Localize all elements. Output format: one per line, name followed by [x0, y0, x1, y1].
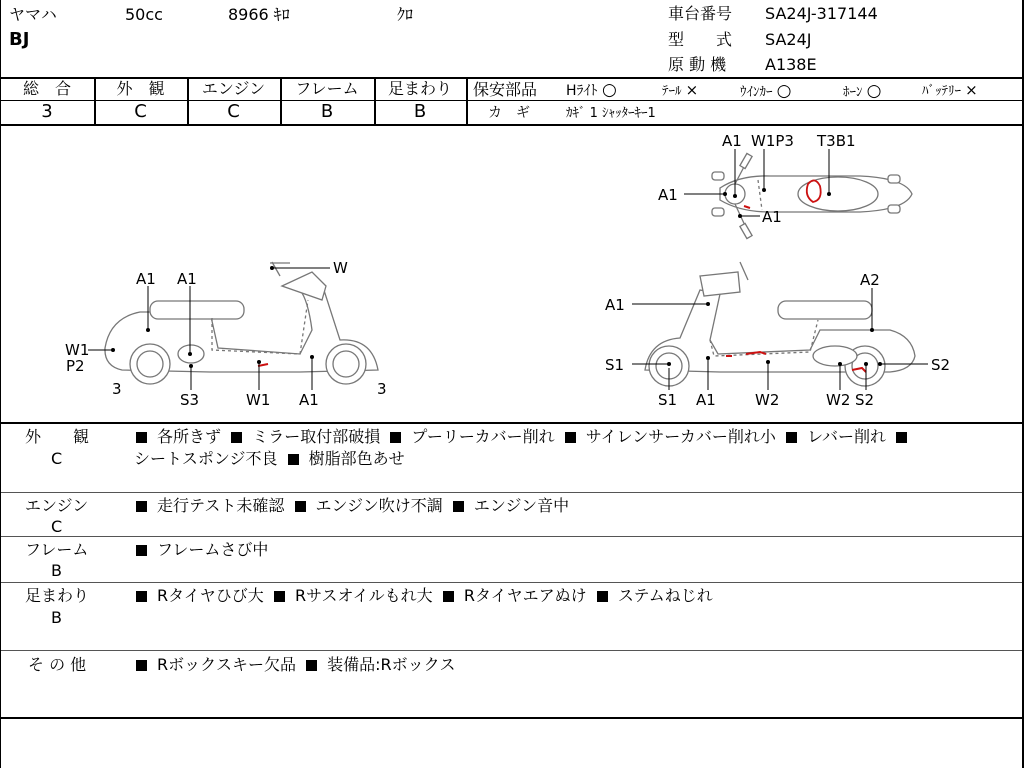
note-grade-engine: C: [51, 517, 63, 536]
bullet-icon: [565, 432, 576, 443]
headlight-mark-icon: ○: [601, 80, 617, 100]
safety-label: 保安部品: [473, 80, 538, 99]
note-grade-exterior: C: [51, 449, 63, 468]
bullet-icon: [136, 660, 147, 671]
label-right-s1: S1: [605, 356, 625, 374]
label-top-t3b1: T3B1: [817, 132, 856, 150]
label-right-w2: W2: [755, 391, 780, 409]
label-left-a1-seat: A1: [136, 270, 156, 288]
bullet-icon: [288, 454, 299, 465]
bullet-icon: [597, 591, 608, 602]
grade-header-frame: フレーム: [295, 79, 359, 98]
label-left-w1: W1: [65, 341, 90, 359]
note-engine-line1: 走行テスト未確認 エンジン吹け不調 エンジン音中: [136, 498, 569, 514]
note-other-line1: Rボックスキー欠品 装備品:Rボックス: [136, 657, 456, 673]
note-label-frame: フレーム: [25, 540, 89, 559]
note-label-exterior: 外 観: [25, 427, 90, 446]
note-exterior-line2: シートスポンジ不良 樹脂部色あせ: [134, 449, 405, 468]
engine-value: A138E: [765, 55, 817, 74]
label-top-a1: A1: [722, 132, 742, 150]
bullet-icon: [896, 432, 907, 443]
bullet-icon: [786, 432, 797, 443]
note-label-suspension: 足まわり: [25, 586, 90, 605]
bullet-icon: [136, 501, 147, 512]
safety-item-tail: ﾃｰﾙ ×: [662, 81, 699, 99]
bullet-icon: [390, 432, 401, 443]
note-label-engine: エンジン: [25, 496, 89, 515]
horn-mark-icon: ○: [866, 81, 882, 101]
label-right-s2: S2: [931, 356, 951, 374]
bullet-icon: [136, 591, 147, 602]
grade-header-exterior: 外 観: [116, 79, 165, 98]
note-exterior-line1: 各所きず ミラー取付部破損 プーリーカバー削れ サイレンサーカバー削れ小 レバー削れ: [136, 429, 907, 445]
top-view-scooter: [712, 153, 912, 238]
note-grade-suspension: B: [51, 608, 62, 627]
bullet-icon: [274, 591, 285, 602]
key-label: カ ギ: [488, 105, 530, 121]
type-value: SA24J: [765, 30, 812, 49]
note-frame-line1: フレームさび中: [136, 542, 268, 558]
label-top-w1p3: W1P3: [751, 132, 794, 150]
note-suspension-line1: Rタイヤひび大 Rサスオイルもれ大 Rタイヤエアぬけ ステムねじれ: [136, 588, 713, 604]
type-label: 型 式: [668, 30, 733, 49]
tail-mark-icon: ×: [685, 81, 699, 99]
grade-frame: B: [320, 101, 334, 122]
bullet-icon: [443, 591, 454, 602]
note-label-other: そ の 他: [28, 655, 87, 674]
label-left-3-front: 3: [377, 380, 387, 398]
grade-overall: 3: [41, 101, 53, 122]
label-top-a1-left: A1: [658, 186, 678, 204]
chassis-value: SA24J-317144: [765, 4, 878, 23]
bullet-icon: [231, 432, 242, 443]
bullet-icon: [295, 501, 306, 512]
label-left-p2: P2: [66, 357, 85, 375]
safety-item-winker: ｳｲﾝｶｰ ○: [740, 81, 792, 101]
grade-header-engine: エンジン: [201, 79, 266, 98]
label-left-w: W: [333, 259, 348, 277]
label-left-w1-bottom: W1: [246, 391, 271, 409]
grade-header-overall: 総 合: [22, 79, 71, 98]
model-name: BJ: [9, 29, 30, 50]
bullet-icon: [453, 501, 464, 512]
label-right-w2-rear: W2: [826, 391, 851, 409]
label-right-s2-bottom: S2: [855, 391, 875, 409]
label-right-a1-front: A1: [605, 296, 625, 314]
label-left-s3: S3: [180, 391, 200, 409]
chassis-label: 車台番号: [668, 4, 733, 23]
engine-label: 原 動 機: [668, 55, 727, 74]
maker-name: ヤマハ: [9, 5, 57, 24]
label-left-a1-bottom: A1: [299, 391, 319, 409]
grade-engine: C: [227, 101, 240, 122]
grade-header-suspension: 足まわり: [387, 79, 452, 98]
label-left-3-rear: 3: [112, 380, 122, 398]
bullet-icon: [136, 545, 147, 556]
label-left-a1-body: A1: [177, 270, 197, 288]
bullet-icon: [306, 660, 317, 671]
label-top-a1-bottom: A1: [762, 208, 782, 226]
bullet-icon: [136, 432, 147, 443]
note-grade-frame: B: [51, 561, 62, 580]
label-right-s1-bottom: S1: [658, 391, 678, 409]
grade-exterior: C: [134, 101, 147, 122]
safety-item-battery: ﾊﾞｯﾃﾘｰ ×: [922, 81, 978, 99]
displacement: 50cc: [125, 5, 163, 24]
winker-mark-icon: ○: [776, 81, 792, 101]
battery-mark-icon: ×: [965, 81, 978, 99]
safety-item-headlight: Hﾗｲﾄ ○: [566, 80, 617, 100]
safety-item-horn: ﾎｰﾝ ○: [843, 81, 882, 101]
key-value: ｶｷﾞ 1 ｼｬｯﾀｰｷｰ1: [566, 106, 656, 121]
color: ｸﾛ: [397, 5, 414, 24]
mileage: 8966 ｷﾛ: [228, 5, 290, 24]
label-right-a2: A2: [860, 271, 880, 289]
grade-suspension: B: [413, 101, 427, 122]
label-right-a1-bottom: A1: [696, 391, 716, 409]
